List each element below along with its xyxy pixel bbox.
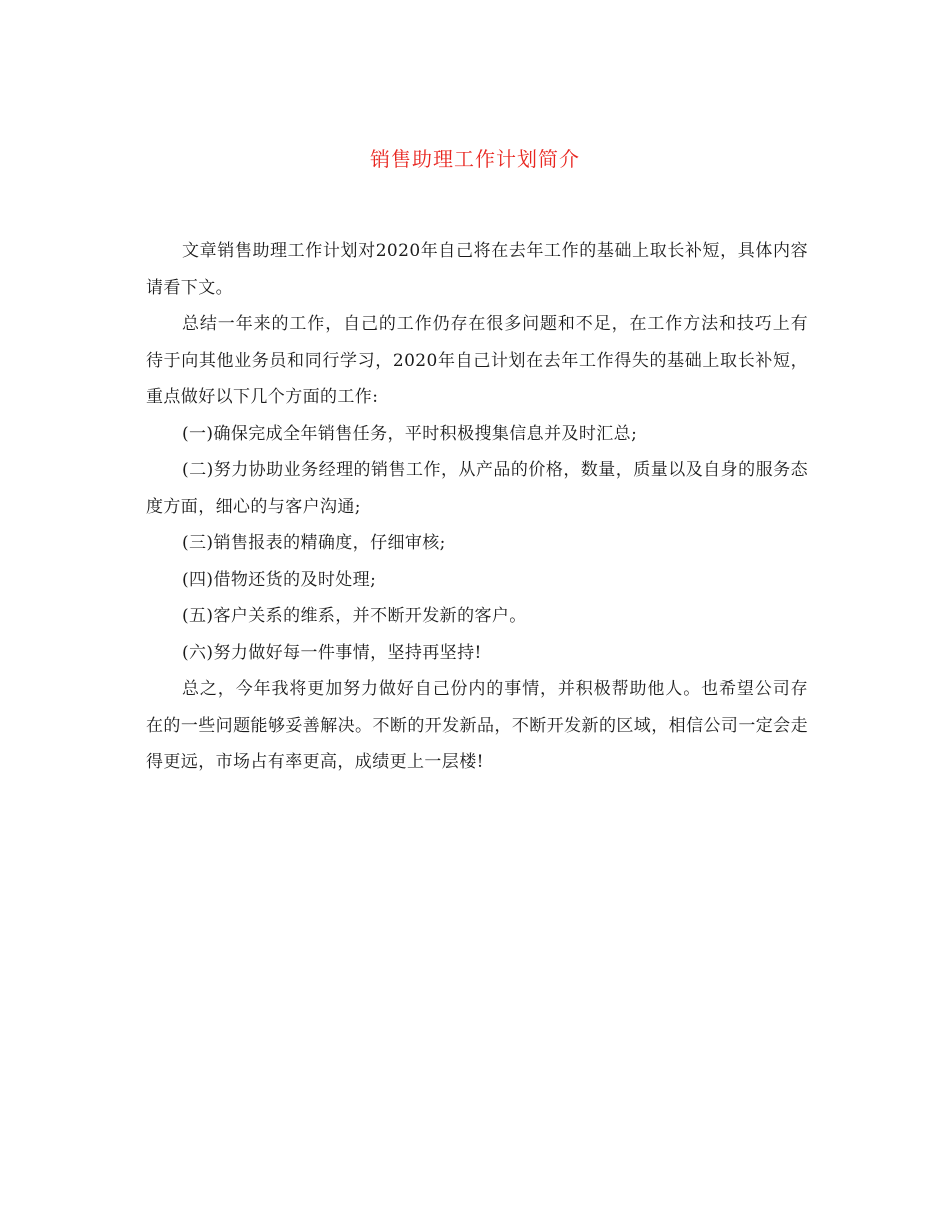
document-body [146, 233, 808, 781]
list-item-2: (二)努力协助业务经理的销售工作，从产品的价格，数量，质量以及自身的服务态度方面，细心的与客户沟通; [146, 460, 808, 517]
list-item-4: (四)借物还货的及时处理; [182, 569, 377, 590]
paragraph-conclusion: 总之，今年我将更加努力做好自己份内的事情，并积极帮助他人。也希望公司存在的一些问题能够妥善解决。不断的开发新品，不断开发新的区域，相信公司一定会走得更远，市场占有率更高，成绩更上一层楼! [146, 679, 808, 772]
document-title: 销售助理工作计划简介 [370, 147, 580, 171]
paragraph-summary: 总结一年来的工作，自己的工作仍存在很多问题和不足，在工作方法和技巧上有待于向其他业务员和同行学习，2020年自己计划在去年工作得失的基础上取长补短，重点做好以下几个方面的工作: [146, 314, 808, 407]
list-item-6: (六)努力做好每一件事情，坚持再坚持! [182, 642, 482, 663]
list-item-5: (五)客户关系的维系，并不断开发新的客户。 [182, 606, 527, 626]
list-item-3: (三)销售报表的精确度，仔细审核; [182, 533, 446, 553]
list-item-1: (一)确保完成全年销售任务，平时积极搜集信息并及时汇总; [182, 423, 638, 444]
paragraph-intro: 文章销售助理工作计划对2020年自己将在去年工作的基础上取长补短，具体内容请看下文。 [146, 241, 808, 298]
